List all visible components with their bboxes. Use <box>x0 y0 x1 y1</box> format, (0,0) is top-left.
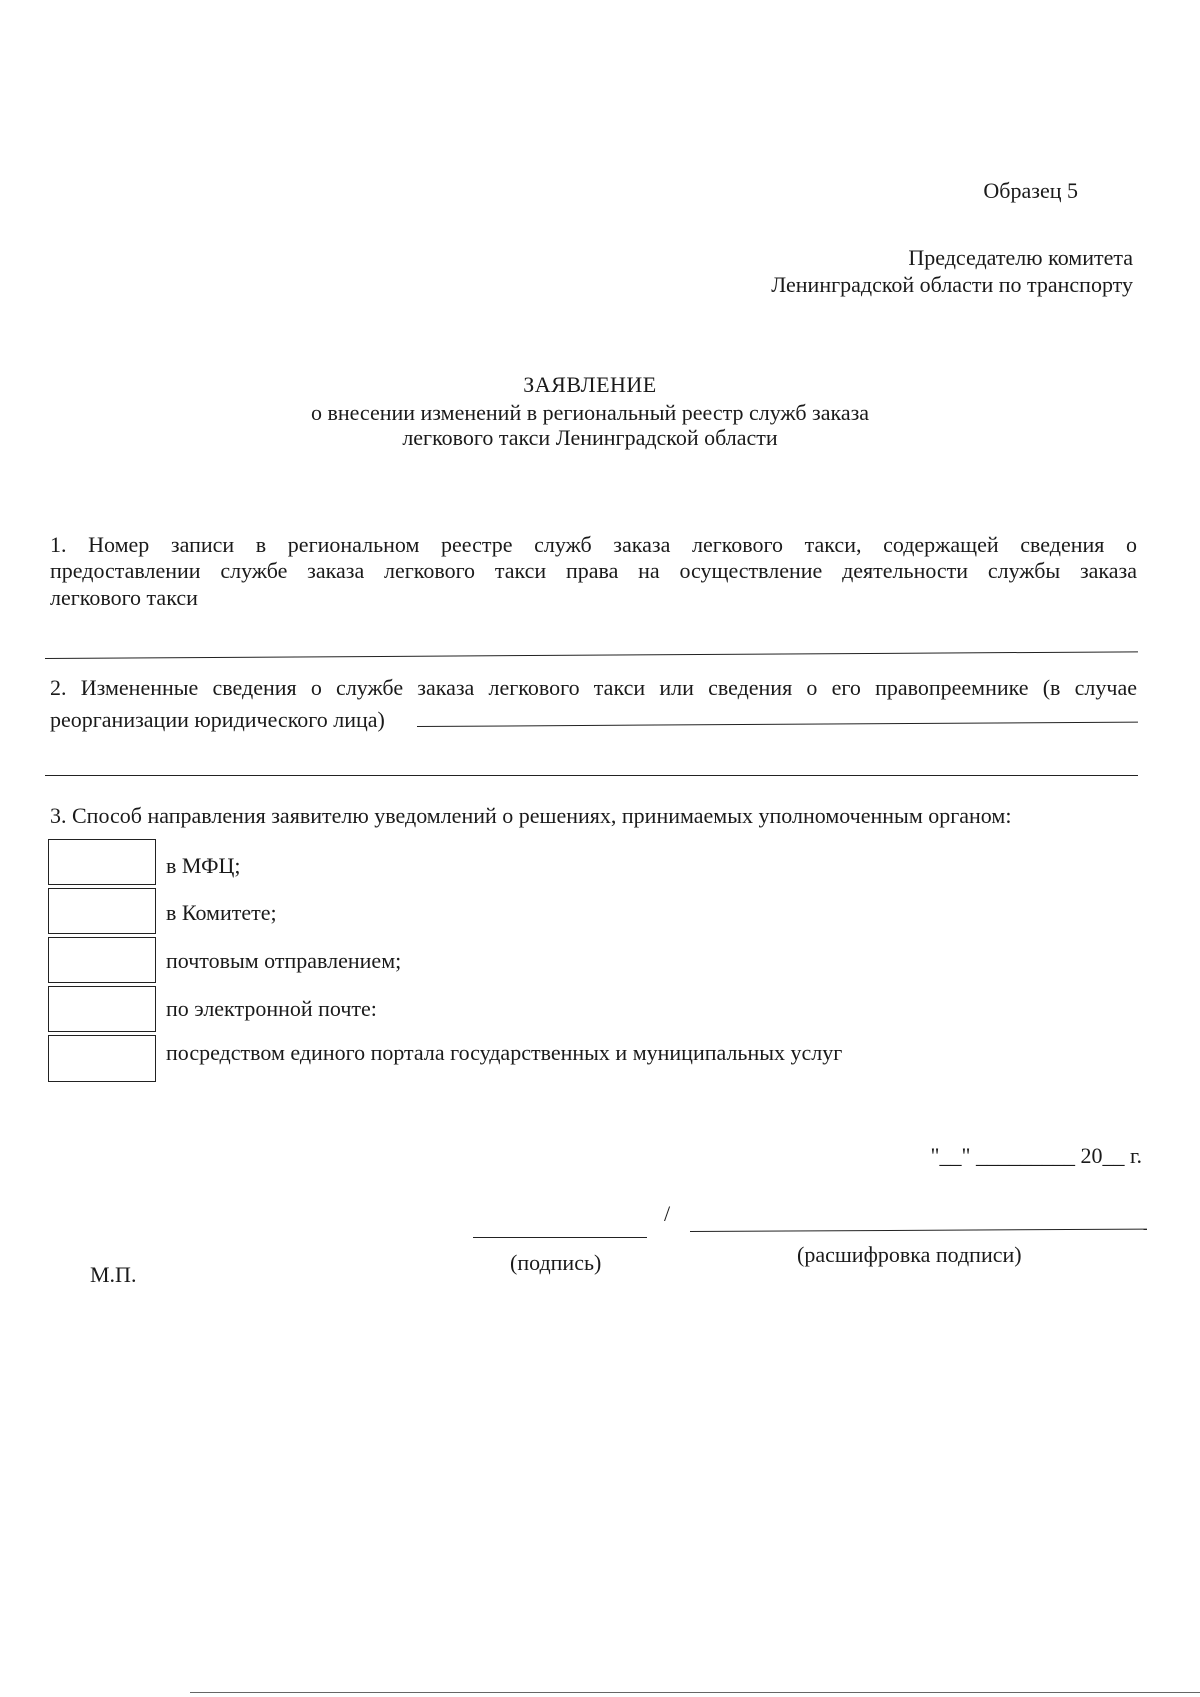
signature-decoding-caption: (расшифровка подписи) <box>797 1242 1022 1267</box>
section-1-answer-line[interactable] <box>45 651 1138 659</box>
option-portal-checkbox[interactable] <box>48 1035 156 1082</box>
option-committee-label: в Комитете; <box>166 900 277 925</box>
section-2-line-1: 2. Измененные сведения о службе заказа легкового такси или сведения о его правопреемнике (в случае <box>50 675 1137 700</box>
section-2-line-2: реорганизации юридического лица) <box>50 707 385 732</box>
option-email-checkbox[interactable] <box>48 986 156 1032</box>
addressee-line-1: Председателю комитета <box>908 245 1133 270</box>
option-post-label: почтовым отправлением; <box>166 948 402 973</box>
addressee-line-2: Ленинградской области по транспорту <box>771 272 1133 297</box>
section-1-line-1: 1. Номер записи в региональном реестре служб заказа легкового такси, содержащей сведения о <box>50 532 1137 557</box>
option-mfc-label: в МФЦ; <box>166 853 241 878</box>
section-2-answer-line-2[interactable] <box>45 775 1138 776</box>
section-3-heading: 3. Способ направления заявителю уведомлений о решениях, принимаемых уполномоченным органом: <box>50 803 1012 828</box>
seal-place-label: М.П. <box>90 1262 137 1287</box>
signature-separator: / <box>664 1201 671 1226</box>
option-email-label: по электронной почте: <box>166 996 377 1021</box>
option-mfc-checkbox[interactable] <box>48 839 156 885</box>
signature-line[interactable] <box>473 1237 647 1238</box>
signature-caption: (подпись) <box>510 1250 602 1275</box>
document-subtitle-line-2: легкового такси Ленинградской области <box>402 425 778 450</box>
signature-decoding-line[interactable] <box>690 1229 1147 1232</box>
document-subtitle-line-1: о внесении изменений в региональный реестр служб заказа <box>310 400 870 425</box>
option-portal-label: посредством единого портала государственных и муниципальных услуг <box>166 1040 843 1065</box>
sample-label: Образец 5 <box>983 178 1078 203</box>
section-1-line-2: предоставлении службе заказа легкового такси права на осуществление деятельности службы заказа <box>50 558 1137 583</box>
page-bottom-rule <box>190 1692 1200 1693</box>
document-title: ЗАЯВЛЕНИЕ <box>523 372 657 397</box>
option-committee-checkbox[interactable] <box>48 888 156 934</box>
date-field[interactable]: "__" _________ 20__ г. <box>930 1143 1142 1168</box>
section-1-line-3: легкового такси <box>50 585 198 610</box>
option-post-checkbox[interactable] <box>48 937 156 983</box>
